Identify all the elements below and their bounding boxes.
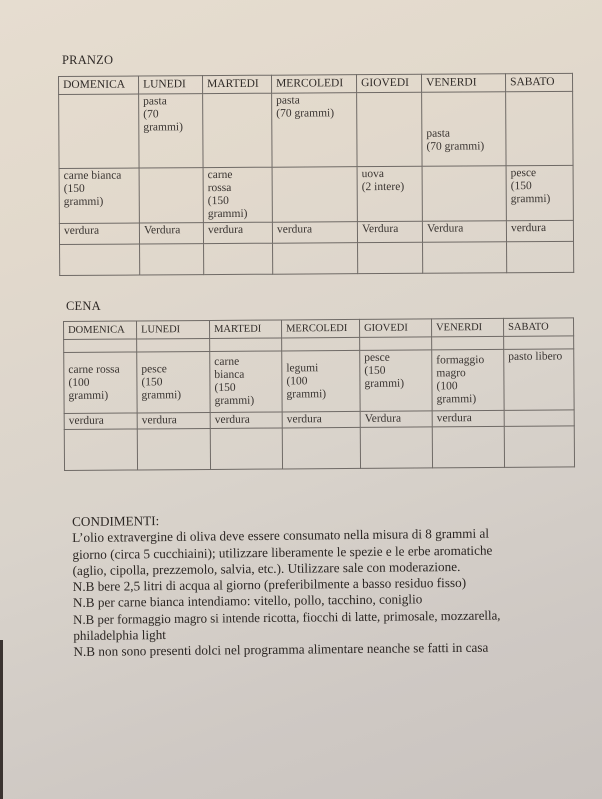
header-martedi: MARTEDI xyxy=(209,320,281,339)
table-cell: Verdura xyxy=(422,221,506,243)
table-cell: pasta (70 grammi) xyxy=(422,92,506,167)
header-venerdi: VENERDI xyxy=(431,318,503,337)
table-cell xyxy=(140,244,204,275)
table-cell xyxy=(272,167,357,223)
table-row-empty xyxy=(64,426,574,471)
cena-title: CENA xyxy=(66,299,101,313)
table-cell: verdura xyxy=(432,410,504,427)
table-cell xyxy=(422,166,506,222)
table-cell xyxy=(64,339,137,353)
pranzo-table xyxy=(58,73,574,276)
table-cell: legumi (100 grammi) xyxy=(282,350,360,412)
table-cell xyxy=(204,243,273,274)
header-giovedi: GIOVEDI xyxy=(359,319,431,338)
table-cell: pesce (150 grammi) xyxy=(137,351,210,413)
table-cell xyxy=(504,426,574,467)
header-martedi: MARTEDI xyxy=(203,75,272,93)
header-venerdi: VENERDI xyxy=(421,74,505,93)
notes-line: (aglio, cipolla, prezzemolo, salvia, etc.). Utilizzare sale con moderazione. xyxy=(72,558,461,578)
header-lunedi: LUNEDI xyxy=(137,320,210,339)
table-cell: pesce (150 grammi) xyxy=(506,165,573,220)
header-lunedi: LUNEDI xyxy=(139,76,203,94)
table-cell xyxy=(506,91,573,165)
notes-title: CONDIMENTI: xyxy=(72,513,160,529)
table-cell xyxy=(360,337,432,351)
table-cell xyxy=(423,242,507,274)
table-cell: Verdura xyxy=(360,411,432,428)
table-cell xyxy=(64,429,137,471)
table-cell: uova (2 intere) xyxy=(357,166,422,221)
notes-line: N.B non sono presenti dolci nel programma alimentare neanche se fatti in casa xyxy=(73,640,489,660)
header-sabato: SABATO xyxy=(505,73,572,91)
header-giovedi: GIOVEDI xyxy=(356,74,421,92)
table-cell xyxy=(60,244,140,275)
table-cell xyxy=(282,427,360,469)
notes-line: N.B per carne bianca intendiamo: vitello, pollo, tacchino, coniglio xyxy=(72,591,423,611)
table-cell xyxy=(504,336,574,349)
table-cell: pasta (70 grammi) xyxy=(139,94,203,168)
table-cell xyxy=(360,427,432,469)
table-cell xyxy=(139,168,203,223)
table-cell: verdura xyxy=(64,413,137,430)
notes-line: philadelphia light xyxy=(73,627,167,644)
notes-line: L’olio extravergine di oliva deve essere consumato nella misura di 8 grammi al xyxy=(72,525,490,546)
table-cell xyxy=(504,410,574,426)
table-cell: verdura xyxy=(282,411,360,428)
table-cell: carne rossa (150 grammi) xyxy=(203,167,272,222)
table-cell xyxy=(137,428,210,470)
table-cell xyxy=(357,92,422,166)
header-mercoledi: MERCOLEDI xyxy=(281,319,359,338)
table-cell: verdura xyxy=(210,412,282,429)
table-cell: verdura xyxy=(272,222,357,244)
table-cell: verdura xyxy=(203,222,272,243)
table-cell xyxy=(358,242,423,273)
header-sabato: SABATO xyxy=(503,318,573,336)
header-domenica: DOMENICA xyxy=(64,321,137,340)
table-cell: verdura xyxy=(137,412,210,429)
table-cell: pasto libero xyxy=(504,349,574,410)
table-cell xyxy=(273,243,358,275)
table-row-protein xyxy=(64,349,574,414)
photo-edge-shadow xyxy=(0,640,3,799)
table-cell xyxy=(432,336,504,350)
table-cell: pasta (70 grammi) xyxy=(272,93,357,168)
table-cell: carne rossa (100 grammi) xyxy=(64,352,137,414)
table-cell xyxy=(210,428,282,470)
notes-line: N.B per formaggio magro si intende ricotta, fiocchi di latte, primosale, mozzarella, xyxy=(73,608,501,627)
table-cell xyxy=(507,241,574,272)
notes-line: giorno (circa 5 cucchiaini); utilizzare liberamente le spezie e le erbe aromatiche xyxy=(72,542,493,562)
notes-line: N.B bere 2,5 litri di acqua al giorno (preferibilmente a basso residuo fisso) xyxy=(72,575,467,595)
table-cell: formaggio magro (100 grammi) xyxy=(432,349,504,411)
table-cell xyxy=(210,338,282,352)
table-cell: carne bianca (150 grammi) xyxy=(59,168,139,223)
table-cell xyxy=(432,426,504,468)
table-row-carbs xyxy=(59,91,573,168)
table-cell: Verdura xyxy=(357,221,422,242)
table-row-empty xyxy=(60,241,574,275)
table-cell: pesce (150 grammi) xyxy=(360,350,432,412)
table-cell: verdura xyxy=(59,223,139,244)
header-mercoledi: MERCOLEDI xyxy=(271,75,356,94)
table-cell: Verdura xyxy=(139,223,203,244)
table-cell xyxy=(282,337,360,351)
table-cell: carne bianca (150 grammi) xyxy=(210,351,282,413)
table-cell xyxy=(203,93,272,167)
table-cell: verdura xyxy=(506,220,573,241)
table-row-protein xyxy=(59,165,573,223)
cena-table xyxy=(63,317,575,471)
pranzo-title: PRANZO xyxy=(62,53,114,67)
header-domenica: DOMENICA xyxy=(59,76,139,94)
condimenti-notes xyxy=(72,509,574,661)
table-cell xyxy=(137,338,210,352)
table-cell xyxy=(59,94,139,168)
